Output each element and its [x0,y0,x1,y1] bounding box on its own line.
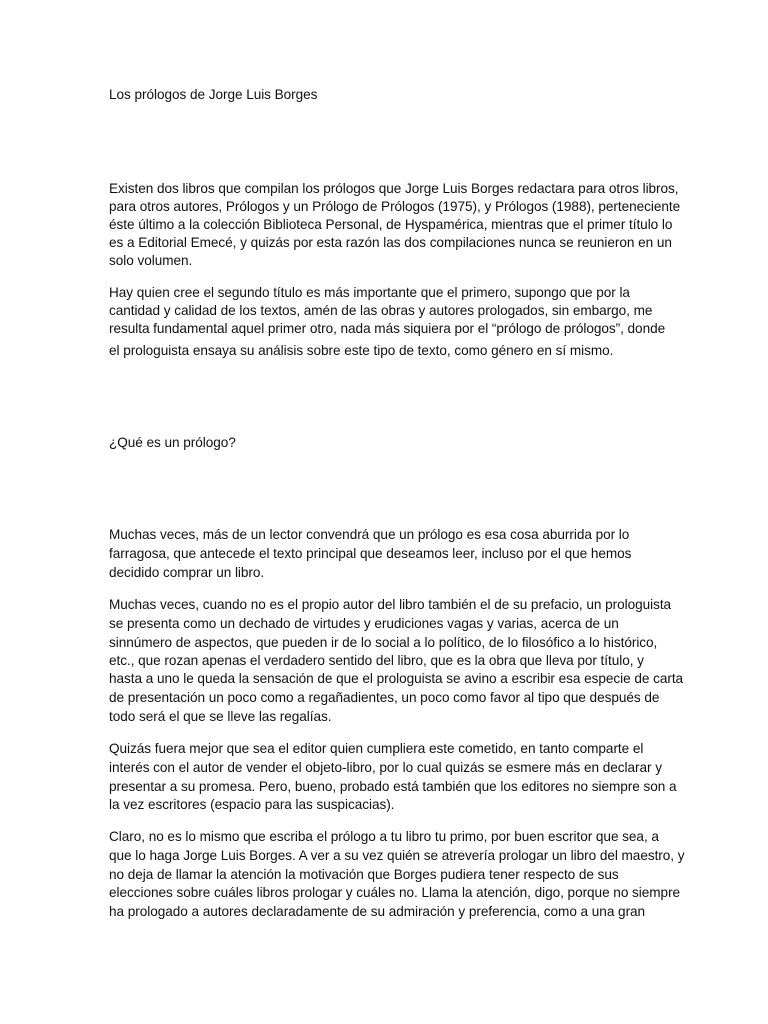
paragraph-line: sinnúmero de aspectos, que pueden ir de lo social a lo político, de lo filosófico a lo histórico, [109,635,658,650]
paragraph-line: para otros autores, Prólogos y un Prólogo de Prólogos (1975), y Prólogos (1988), perteneciente [109,199,681,214]
paragraph-line: no deja de llamar la atención la motivación que Borges pudiera tener respecto de sus [109,867,619,882]
document-title: Los prólogos de Jorge Luis Borges [109,87,318,102]
paragraph-line: Muchas veces, cuando no es el propio autor del libro también el de su prefacio, un prologuista [109,597,672,612]
paragraph-line: elecciones sobre cuáles libros prologar y cuáles no. Llama la atención, digo, porque no siempre [109,885,681,900]
paragraph-line: ha prologado a autores declaradamente de su admiración y preferencia, como a una gran [109,904,646,919]
paragraph-line: Muchas veces, más de un lector convendrá que un prólogo es esa cosa aburrida por lo [109,527,630,542]
paragraph-line: Hay quien cree el segundo título es más importante que el primero, supongo que por la [109,285,630,300]
section-subheading: ¿Qué es un prólogo? [109,435,236,450]
paragraph-line: de presentación un poco como a regañadientes, un poco como favor al tipo que después de [109,690,660,705]
paragraph-line: solo volumen. [109,253,193,268]
paragraph-line: se presenta como un dechado de virtudes y erudiciones vagas y varias, acerca de un [109,616,619,631]
paragraph-line: resulta fundamental aquel primer otro, nada más siquiera por el “prólogo de prólogos”, donde [109,321,666,336]
paragraph-line: que lo haga Jorge Luis Borges. A ver a su vez quién se atrevería prologar un libro del maestro, y [109,848,685,863]
paragraph-line: etc., que rozan apenas el verdadero sentido del libro, que es la obra que lleva por título, y [109,653,644,668]
paragraph-line: es a Editorial Emecé, y quizás por esta razón las dos compilaciones nunca se reunieron en un [109,235,672,250]
paragraph-line: hasta a uno le queda la sensación de que el prologuista se avino a escribir esa especie de carta [109,671,684,686]
paragraph-line: presentar a su promesa. Pero, bueno, probado está también que los editores no siempre son a [109,779,677,794]
paragraph-line: Claro, no es lo mismo que escriba el prólogo a tu libro tu primo, por buen escritor que sea, a [109,829,659,844]
paragraph-line: la vez escritores (espacio para las suspicacias). [109,797,395,812]
paragraph-line: Existen dos libros que compilan los prólogos que Jorge Luis Borges redactara para otros libros, [109,181,679,196]
paragraph-line: todo será el que se lleve las regalías. [109,709,332,724]
paragraph-line: éste último a la colección Biblioteca Personal, de Hyspamérica, mientras que el primer título lo [109,217,673,232]
paragraph-line: farragosa, que antecede el texto principal que deseamos leer, incluso por el que hemos [109,546,632,561]
paragraph-line: el prologuista ensaya su análisis sobre este tipo de texto, como género en sí mismo. [109,343,614,358]
paragraph-line: cantidad y calidad de los textos, amén de las obras y autores prologados, sin embargo, me [109,303,653,318]
paragraph-line: interés con el autor de vender el objeto-libro, por lo cual quizás se esmere más en declarar y [109,760,662,775]
paragraph-line: Quizás fuera mejor que sea el editor quien cumpliera este cometido, en tanto comparte el [109,741,644,756]
paragraph-line: decidido comprar un libro. [109,565,265,580]
